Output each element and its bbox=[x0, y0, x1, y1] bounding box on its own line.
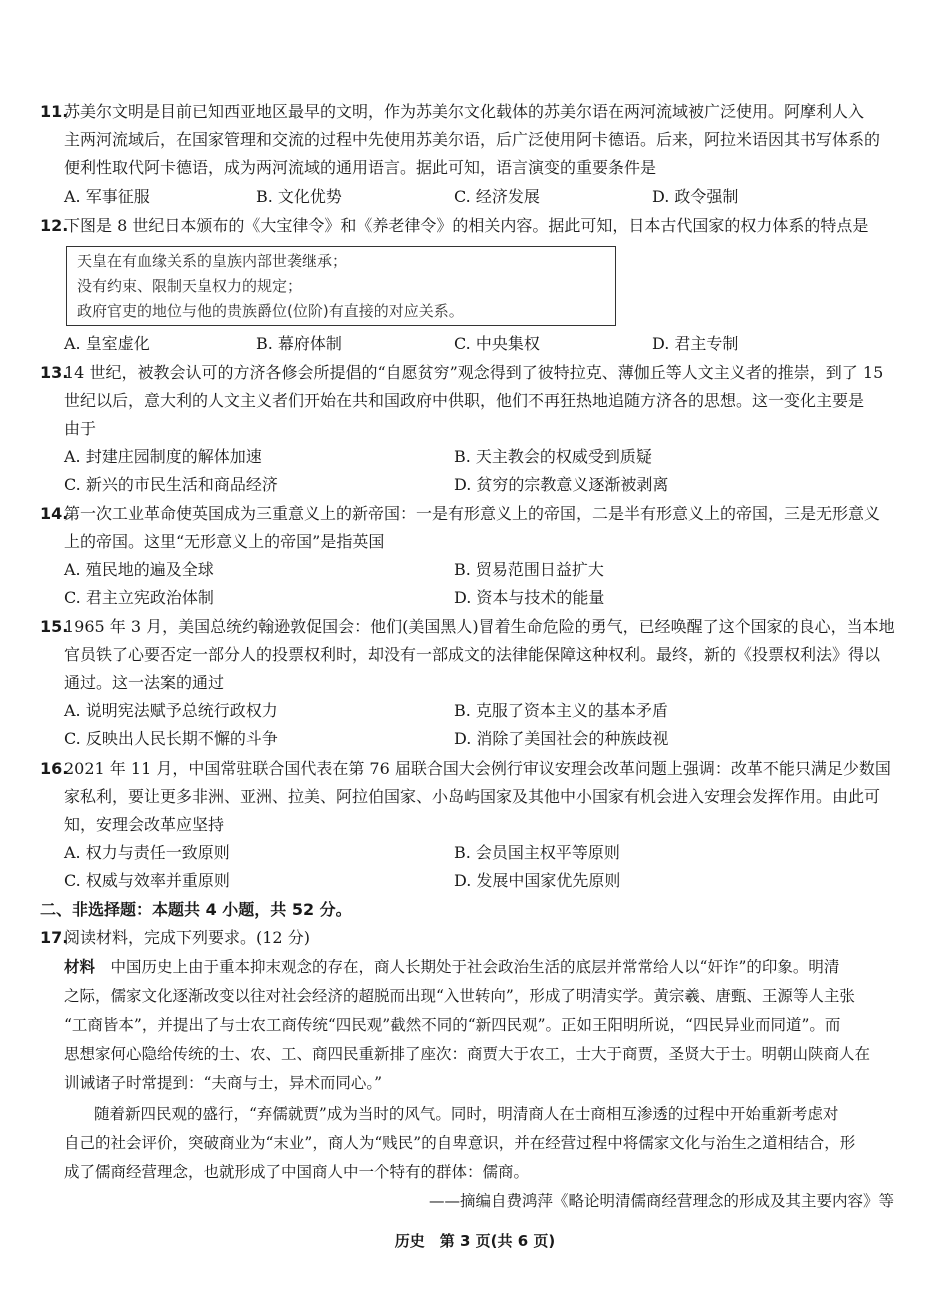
q11-option-d: D. 政令强制 bbox=[652, 187, 739, 206]
q14-option-d: D. 资本与技术的能量 bbox=[454, 588, 605, 607]
q12-option-a: A. 皇室虚化 bbox=[64, 334, 150, 353]
q11-option-b: B. 文化优势 bbox=[256, 187, 342, 206]
q13-option-a: A. 封建庄园制度的解体加速 bbox=[64, 447, 262, 466]
q12-line-1: 12.下图是 8 世纪日本颁布的《大宝律令》和《养老律令》的相关内容。据此可知，日本古代国家的权力体系的特点是 bbox=[40, 212, 910, 240]
q11-number: 11. bbox=[40, 102, 69, 121]
material-para1-line-1: 材料 中国历史上由于重本抑末观念的存在，商人长期处于社会政治生活的底层并常常给人以“奸诈”的印象。明清 bbox=[64, 958, 840, 976]
q12-box-line-2: 没有约束、限制天皇权力的规定； bbox=[77, 277, 303, 295]
q11-line-3: 便利性取代阿卡德语，成为两河流域的通用语言。据此可知，语言演变的重要条件是 bbox=[64, 158, 657, 177]
q11-line-2: 主两河流域后，在国家管理和交流的过程中先使用苏美尔语，后广泛使用阿卡德语。后来，阿拉米语因其书写体系的 bbox=[64, 130, 881, 149]
q11-option-a: A. 军事征服 bbox=[64, 187, 150, 206]
q13-line-1: 13.14 世纪，被教会认可的方济各修会所提倡的“自愿贫穷”观念得到了彼特拉克、薄伽丘等人文主义者的推崇，到了 15 bbox=[40, 359, 910, 387]
q14-line-1: 14.第一次工业革命使英国成为三重意义上的新帝国：一是有形意义上的帝国，二是半有形意义上的帝国，三是无形意义 bbox=[40, 500, 910, 528]
q17-prompt: 阅读材料，完成下列要求。(12 分) bbox=[64, 928, 310, 947]
q15-option-a: A. 说明宪法赋予总统行政权力 bbox=[64, 701, 278, 720]
q15-option-c: C. 反映出人民长期不懈的斗争 bbox=[64, 729, 278, 748]
q11-option-c: C. 经济发展 bbox=[454, 187, 540, 206]
q12-box-line-3: 政府官吏的地位与他的贵族爵位(位阶)有直接的对应关系。 bbox=[77, 302, 464, 320]
q12-option-d: D. 君主专制 bbox=[652, 334, 739, 353]
q12-option-c: C. 中央集权 bbox=[454, 334, 540, 353]
q14-option-c: C. 君主立宪政治体制 bbox=[64, 588, 214, 607]
material-para1-line-4: 思想家何心隐给传统的士、农、工、商四民重新排了座次：商贾大于农工，士大于商贾，圣贤大于士。明朝山陕商人在 bbox=[64, 1045, 871, 1063]
q12-box-line-1: 天皇在有血缘关系的皇族内部世袭继承； bbox=[77, 252, 348, 270]
q15-option-b: B. 克服了资本主义的基本矛盾 bbox=[454, 701, 668, 720]
q11-line-1: 11.苏美尔文明是目前已知西亚地区最早的文明，作为苏美尔文化载体的苏美尔语在两河流域被广泛使用。阿摩利人入 bbox=[40, 98, 910, 126]
material-para2-line-2: 自己的社会评价，突破商业为“末业”，商人为“贱民”的自卑意识，并在经营过程中将儒家文化与治生之道相结合，形 bbox=[64, 1134, 856, 1152]
q13-line-2: 世纪以后，意大利的人文主义者们开始在共和国政府中供职，他们不再狂热地追随方济各的思想。这一变化主要是 bbox=[64, 391, 865, 410]
q12-number: 12. bbox=[40, 216, 69, 235]
q15-line-2: 官员铁了心要否定一部分人的投票权利时，却没有一部成文的法律能保障这种权利。最终，新的《投票权利法》得以 bbox=[64, 645, 881, 664]
q13-line-3: 由于 bbox=[64, 419, 97, 438]
q16-number: 16. bbox=[40, 759, 69, 778]
material-label: 材料 bbox=[64, 958, 96, 976]
q15-line-3: 通过。这一法案的通过 bbox=[64, 673, 225, 692]
q13-option-d: D. 贫穷的宗教意义逐渐被剥离 bbox=[454, 475, 669, 494]
page-footer: 历史 第 3 页(共 6 页) bbox=[394, 1232, 556, 1250]
material-para1-line-5: 训诫诸子时常提到：“夫商与士，异术而同心。” bbox=[64, 1074, 383, 1092]
q13-number: 13. bbox=[40, 363, 69, 382]
material-para2-line-3: 成了儒商经营理念，也就形成了中国商人中一个特有的群体：儒商。 bbox=[64, 1163, 530, 1181]
material-para2-line-1: 随着新四民观的盛行，“弃儒就贾”成为当时的风气。同时，明清商人在士商相互渗透的过程中开始重新考虑对 bbox=[94, 1105, 839, 1123]
q16-option-b: B. 会员国主权平等原则 bbox=[454, 843, 620, 862]
q15-option-d: D. 消除了美国社会的种族歧视 bbox=[454, 729, 669, 748]
q12-option-b: B. 幕府体制 bbox=[256, 334, 342, 353]
section-title: 二、非选择题：本题共 4 小题，共 52 分。 bbox=[40, 900, 352, 919]
q17-number: 17. bbox=[40, 928, 69, 947]
q16-option-c: C. 权威与效率并重原则 bbox=[64, 871, 230, 890]
q14-option-b: B. 贸易范围日益扩大 bbox=[454, 560, 604, 579]
q16-line-2: 家私利，要让更多非洲、亚洲、拉美、阿拉伯国家、小岛屿国家及其他中小国家有机会进入安理会发挥作用。由此可 bbox=[64, 787, 881, 806]
q13-option-b: B. 天主教会的权威受到质疑 bbox=[454, 447, 652, 466]
material-para1-line-2: 之际，儒家文化逐渐改变以往对社会经济的超脱而出现“入世转向”，形成了明清实学。黄宗羲、唐甄、王源等人主张 bbox=[64, 987, 855, 1005]
q16-option-d: D. 发展中国家优先原则 bbox=[454, 871, 621, 890]
q13-option-c: C. 新兴的市民生活和商品经济 bbox=[64, 475, 278, 494]
q15-line-1: 15.1965 年 3 月，美国总统约翰逊敦促国会：他们(美国黑人)冒着生命危险的勇气，已经唤醒了这个国家的良心，当本地 bbox=[40, 613, 910, 641]
q12-quote-box bbox=[66, 246, 616, 326]
material-para1-line-3: “工商皆本”，并提出了与士农工商传统“四民观”截然不同的“新四民观”。正如王阳明所说，“四民异业而同道”。而 bbox=[64, 1016, 841, 1034]
material-source: ——摘编自费鸿萍《略论明清儒商经营理念的形成及其主要内容》等 bbox=[428, 1192, 894, 1210]
q16-line-1: 16.2021 年 11 月，中国常驻联合国代表在第 76 届联合国大会例行审议安理会改革问题上强调：改革不能只满足少数国 bbox=[40, 755, 910, 783]
q14-line-2: 上的帝国。这里“无形意义上的帝国”是指英国 bbox=[64, 532, 385, 551]
q14-number: 14. bbox=[40, 504, 69, 523]
q17-line-1 bbox=[40, 924, 910, 952]
q16-line-3: 知，安理会改革应坚持 bbox=[64, 815, 225, 834]
q16-option-a: A. 权力与责任一致原则 bbox=[64, 843, 230, 862]
q15-number: 15. bbox=[40, 617, 69, 636]
q14-option-a: A. 殖民地的遍及全球 bbox=[64, 560, 214, 579]
